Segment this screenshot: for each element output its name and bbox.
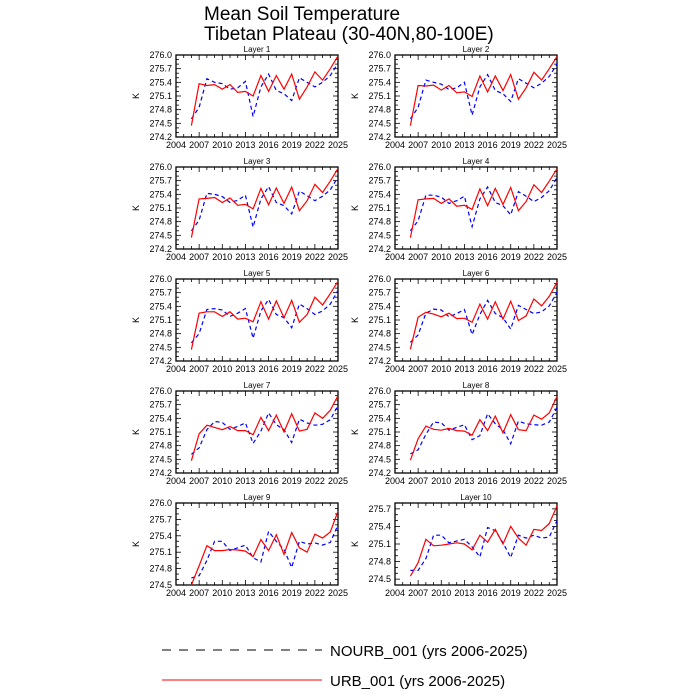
x-tick-label: 2019: [281, 476, 302, 486]
x-tick-label: 2004: [384, 476, 406, 486]
plot-frame: [395, 503, 557, 585]
y-tick-label: 275.7: [149, 175, 172, 186]
y-axis-label: K: [131, 316, 141, 324]
y-tick-label: 275.1: [149, 91, 172, 101]
y-tick-label: 274.5: [368, 118, 391, 129]
series-line-urb-001: [191, 396, 338, 461]
y-tick-label: 274.5: [149, 342, 172, 353]
panel-3: [131, 157, 348, 262]
x-tick-label: 2007: [189, 588, 210, 598]
x-tick-label: 2022: [523, 364, 544, 374]
panel-10: [350, 493, 567, 598]
x-tick-label: 2013: [454, 252, 475, 262]
x-tick-label: 2022: [523, 588, 544, 598]
y-tick-label: 276.0: [368, 50, 391, 60]
x-tick-label: 2019: [500, 588, 521, 598]
series-line-nourb-001: [191, 525, 338, 578]
series-line-nourb-001: [191, 63, 338, 119]
y-tick-label: 275.4: [149, 301, 172, 312]
x-tick-label: 2025: [546, 252, 568, 262]
x-tick-label: 2007: [189, 364, 210, 374]
y-tick-label: 275.7: [368, 175, 391, 186]
y-tick-label: 274.8: [368, 440, 391, 451]
y-axis-label: K: [350, 540, 360, 548]
series-line-urb-001: [410, 56, 557, 125]
y-axis-label: K: [131, 92, 141, 100]
x-tick-label: 2010: [431, 252, 452, 262]
x-tick-label: 2019: [281, 140, 302, 150]
x-tick-label: 2004: [384, 588, 406, 598]
x-tick-label: 2022: [304, 588, 325, 598]
x-tick-label: 2004: [384, 364, 406, 374]
y-tick-label: 276.0: [368, 274, 391, 284]
x-tick-label: 2007: [189, 476, 210, 486]
x-tick-label: 2013: [235, 476, 256, 486]
y-axis-label: K: [350, 428, 360, 436]
y-axis-label: K: [350, 316, 360, 324]
x-tick-label: 2016: [258, 476, 279, 486]
x-tick-label: 2013: [454, 364, 475, 374]
x-tick-label: 2010: [212, 588, 233, 598]
y-tick-label: 274.5: [368, 574, 391, 585]
y-tick-label: 274.2: [368, 132, 391, 142]
y-tick-label: 274.2: [149, 244, 172, 254]
x-tick-label: 2025: [546, 364, 568, 374]
x-tick-label: 2013: [235, 588, 256, 598]
x-tick-label: 2022: [523, 476, 544, 486]
x-tick-label: 2019: [500, 364, 521, 374]
legend: [162, 643, 528, 690]
panel-title: Layer 3: [243, 157, 271, 166]
y-tick-label: 275.7: [368, 399, 391, 410]
x-tick-label: 2016: [477, 140, 498, 150]
plot-frame: [395, 391, 557, 473]
x-tick-label: 2016: [258, 588, 279, 598]
x-tick-label: 2022: [523, 140, 544, 150]
y-tick-label: 274.5: [149, 454, 172, 465]
x-tick-label: 2019: [500, 476, 521, 486]
series-line-urb-001: [191, 56, 338, 126]
x-tick-label: 2022: [304, 476, 325, 486]
y-tick-label: 275.7: [149, 399, 172, 410]
x-tick-label: 2004: [165, 140, 187, 150]
y-tick-label: 276.0: [149, 50, 172, 60]
x-tick-label: 2007: [408, 364, 429, 374]
x-tick-label: 2025: [327, 364, 349, 374]
plot-frame: [395, 279, 557, 361]
panel-6: [350, 269, 567, 374]
plot-frame: [176, 55, 338, 137]
panel-title: Layer 9: [243, 493, 271, 502]
x-tick-label: 2007: [408, 140, 429, 150]
x-tick-label: 2019: [281, 364, 302, 374]
y-axis-label: K: [350, 204, 360, 212]
y-tick-label: 274.5: [149, 580, 172, 590]
y-tick-label: 274.2: [149, 356, 172, 366]
panel-7: [131, 381, 348, 486]
y-tick-label: 276.0: [368, 386, 391, 396]
x-tick-label: 2013: [454, 588, 475, 598]
x-tick-label: 2004: [165, 364, 187, 374]
y-tick-label: 274.2: [149, 468, 172, 478]
legend-label-nourb: NOURB_001 (yrs 2006-2025): [330, 643, 528, 660]
y-tick-label: 274.8: [149, 440, 172, 451]
y-tick-label: 275.4: [149, 189, 172, 200]
plot-frame: [176, 279, 338, 361]
y-tick-label: 275.4: [368, 413, 391, 424]
y-tick-label: 274.5: [368, 230, 391, 241]
y-tick-label: 276.0: [149, 162, 172, 172]
panel-title: Layer 8: [462, 381, 490, 390]
x-tick-label: 2010: [431, 364, 452, 374]
y-tick-label: 275.4: [149, 413, 172, 424]
y-tick-label: 275.7: [149, 63, 172, 74]
x-tick-label: 2022: [304, 364, 325, 374]
y-tick-label: 275.4: [149, 77, 172, 88]
y-tick-label: 274.8: [149, 104, 172, 115]
y-tick-label: 275.1: [149, 547, 172, 558]
chart-title-line-1: Mean Soil Temperature: [204, 4, 401, 25]
plot-frame: [176, 503, 338, 585]
y-tick-label: 275.1: [368, 91, 391, 101]
x-tick-label: 2016: [477, 476, 498, 486]
x-tick-label: 2016: [258, 252, 279, 262]
x-tick-label: 2025: [546, 140, 568, 150]
panel-title: Layer 2: [462, 45, 490, 54]
x-tick-label: 2010: [431, 140, 452, 150]
y-tick-label: 275.1: [368, 315, 391, 325]
panel-1: [131, 45, 348, 150]
y-tick-label: 275.1: [368, 539, 391, 549]
y-tick-label: 275.4: [149, 530, 172, 541]
y-tick-label: 275.7: [149, 287, 172, 298]
x-tick-label: 2016: [258, 364, 279, 374]
y-tick-label: 274.8: [149, 563, 172, 574]
series-line-urb-001: [191, 281, 338, 349]
series-line-urb-001: [191, 168, 338, 237]
x-tick-label: 2022: [304, 252, 325, 262]
y-tick-label: 274.8: [368, 104, 391, 115]
x-tick-label: 2007: [189, 252, 210, 262]
y-tick-label: 274.5: [149, 230, 172, 241]
x-tick-label: 2007: [408, 476, 429, 486]
legend-label-urb: URB_001 (yrs 2006-2025): [330, 673, 506, 690]
x-tick-label: 2013: [454, 476, 475, 486]
y-tick-label: 275.7: [368, 503, 391, 514]
panel-title: Layer 6: [462, 269, 490, 278]
y-tick-label: 275.1: [368, 427, 391, 437]
y-tick-label: 275.7: [368, 287, 391, 298]
y-tick-label: 276.0: [149, 274, 172, 284]
x-tick-label: 2010: [212, 252, 233, 262]
x-tick-label: 2004: [165, 588, 187, 598]
panel-title: Layer 5: [243, 269, 271, 278]
y-tick-label: 274.2: [368, 244, 391, 254]
panel-5: [131, 269, 348, 374]
y-tick-label: 275.7: [368, 63, 391, 74]
plot-frame: [176, 167, 338, 249]
x-tick-label: 2022: [523, 252, 544, 262]
y-axis-label: K: [131, 204, 141, 212]
series-line-urb-001: [410, 397, 557, 461]
x-tick-label: 2025: [327, 588, 349, 598]
x-tick-label: 2004: [165, 476, 187, 486]
panel-title: Layer 7: [243, 381, 271, 390]
y-axis-label: K: [350, 92, 360, 100]
x-tick-label: 2013: [235, 252, 256, 262]
y-tick-label: 275.1: [149, 315, 172, 325]
panel-4: [350, 157, 567, 262]
y-tick-label: 275.4: [368, 521, 391, 532]
panel-title: Layer 4: [462, 157, 490, 166]
x-tick-label: 2016: [258, 140, 279, 150]
y-tick-label: 274.5: [149, 118, 172, 129]
x-tick-label: 2022: [304, 140, 325, 150]
x-tick-label: 2013: [235, 364, 256, 374]
y-tick-label: 275.4: [368, 301, 391, 312]
x-tick-label: 2010: [212, 140, 233, 150]
x-tick-label: 2025: [546, 476, 568, 486]
y-tick-label: 274.2: [368, 356, 391, 366]
x-tick-label: 2019: [500, 140, 521, 150]
y-tick-label: 274.5: [368, 342, 391, 353]
x-tick-label: 2016: [477, 588, 498, 598]
x-tick-label: 2025: [546, 588, 568, 598]
y-tick-label: 275.1: [149, 203, 172, 213]
chart-title-line-2: Tibetan Plateau (30-40N,80-100E): [204, 24, 494, 45]
x-tick-label: 2004: [384, 140, 406, 150]
panel-title: Layer 10: [460, 493, 492, 502]
x-tick-label: 2025: [327, 252, 349, 262]
y-tick-label: 275.1: [368, 203, 391, 213]
x-tick-label: 2010: [212, 364, 233, 374]
x-tick-label: 2004: [165, 252, 187, 262]
y-tick-label: 274.8: [368, 556, 391, 567]
series-line-nourb-001: [191, 406, 338, 455]
y-tick-label: 274.2: [368, 468, 391, 478]
y-tick-label: 275.4: [368, 189, 391, 200]
x-tick-label: 2013: [454, 140, 475, 150]
y-tick-label: 276.0: [149, 498, 172, 508]
y-tick-label: 274.8: [368, 216, 391, 227]
y-tick-label: 274.5: [368, 454, 391, 465]
series-line-urb-001: [410, 169, 557, 238]
plot-frame: [395, 167, 557, 249]
x-tick-label: 2004: [384, 252, 406, 262]
x-tick-label: 2019: [281, 588, 302, 598]
series-line-nourb-001: [410, 407, 557, 454]
x-tick-label: 2010: [431, 588, 452, 598]
x-tick-label: 2007: [408, 588, 429, 598]
y-axis-label: K: [131, 428, 141, 436]
series-line-nourb-001: [410, 64, 557, 119]
panel-8: [350, 381, 567, 486]
x-tick-label: 2016: [477, 364, 498, 374]
y-tick-label: 276.0: [368, 162, 391, 172]
y-tick-label: 275.7: [149, 514, 172, 525]
y-axis-label: K: [131, 540, 141, 548]
panel-2: [350, 45, 567, 150]
x-tick-label: 2013: [235, 140, 256, 150]
x-tick-label: 2010: [212, 476, 233, 486]
x-tick-label: 2019: [281, 252, 302, 262]
y-tick-label: 275.4: [368, 77, 391, 88]
panel-9: [131, 493, 348, 598]
x-tick-label: 2019: [500, 252, 521, 262]
x-tick-label: 2010: [431, 476, 452, 486]
y-tick-label: 274.2: [149, 132, 172, 142]
y-tick-label: 276.0: [149, 386, 172, 396]
panel-title: Layer 1: [243, 45, 271, 54]
series-line-urb-001: [410, 282, 557, 349]
plot-frame: [395, 55, 557, 137]
y-tick-label: 274.8: [149, 216, 172, 227]
x-tick-label: 2025: [327, 140, 349, 150]
x-tick-label: 2016: [477, 252, 498, 262]
y-tick-label: 274.8: [149, 328, 172, 339]
x-tick-label: 2007: [189, 140, 210, 150]
y-tick-label: 274.8: [368, 328, 391, 339]
x-tick-label: 2007: [408, 252, 429, 262]
x-tick-label: 2025: [327, 476, 349, 486]
y-tick-label: 275.1: [149, 427, 172, 437]
